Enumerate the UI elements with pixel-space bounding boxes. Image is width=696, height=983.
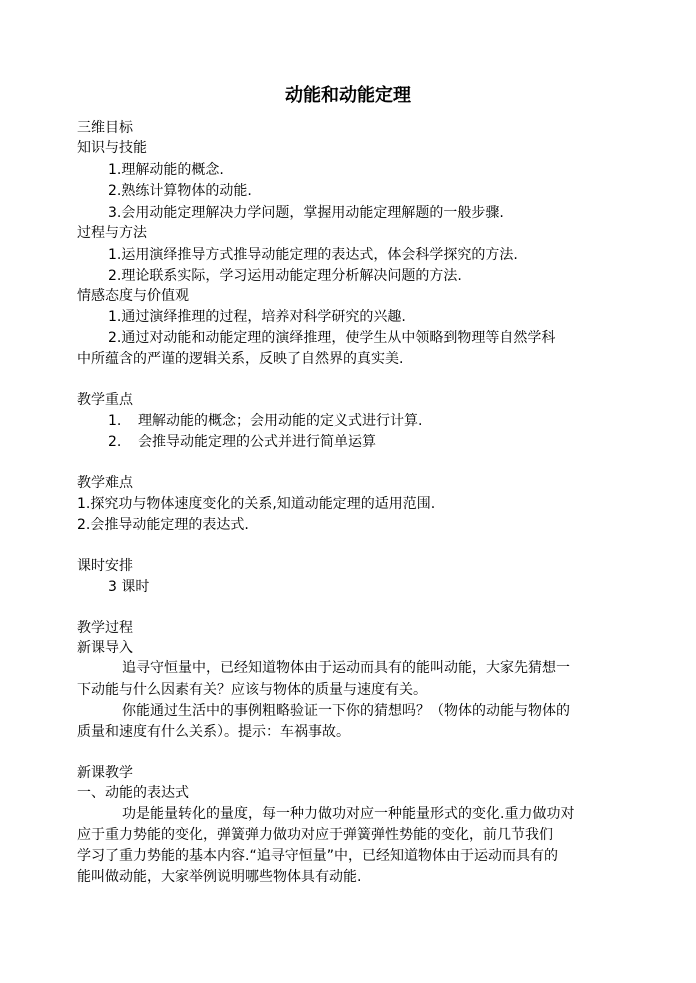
knowledge-item: 1.理解动能的概念. — [108, 162, 224, 178]
key-item-text: 会推导动能定理的公式并进行简单运算 — [138, 434, 376, 450]
knowledge-item: 2.熟练计算物体的动能. — [108, 183, 252, 199]
body-paragraph-line: 学习了重力势能的基本内容.“追寻守恒量”中，已经知道物体由于运动而具有的 — [77, 848, 558, 864]
body-paragraph-line: 功是能量转化的量度，每一种力做功对应一种能量形式的变化.重力做功对 — [122, 806, 575, 822]
attitude-item: 1.通过演绎推理的过程，培养对科学研究的兴趣. — [108, 309, 406, 325]
process-heading: 过程与方法 — [77, 225, 147, 241]
intro-paragraph-line: 下动能与什么因素有关？应该与物体的质量与速度有关。 — [77, 682, 427, 698]
process-item: 1.运用演绎推导方式推导动能定理的表达式，体会科学探究的方法. — [108, 247, 518, 263]
schedule-value: 3 课时 — [108, 579, 150, 595]
document-title: 动能和动能定理 — [285, 85, 411, 106]
difficulty-item: 1.探究功与物体速度变化的关系,知道动能定理的适用范围. — [77, 496, 436, 512]
attitude-item: 2.通过对动能和动能定理的演绎推理，使学生从中领略到物理等自然学科 — [108, 330, 556, 346]
key-heading: 教学重点 — [77, 392, 133, 408]
attitude-heading: 情感态度与价值观 — [77, 288, 189, 304]
new-lesson-heading: 新课教学 — [77, 765, 133, 781]
key-item-text: 理解动能的概念；会用动能的定义式进行计算. — [138, 413, 423, 429]
process-item: 2.理论联系实际，学习运用动能定理分析解决问题的方法. — [108, 268, 462, 284]
body-paragraph-line: 应于重力势能的变化，弹簧弹力做功对应于弹簧弹性势能的变化，前几节我们 — [77, 827, 553, 843]
difficulty-item: 2.会推导动能定理的表达式. — [77, 517, 249, 533]
teaching-process-heading: 教学过程 — [77, 620, 133, 636]
body-paragraph-line: 能叫做动能，大家举例说明哪些物体具有动能. — [77, 869, 362, 885]
intro-paragraph-line: 质量和速度有什么关系）。提示：车祸事故。 — [77, 724, 350, 740]
key-item — [108, 431, 376, 453]
knowledge-item: 3.会用动能定理解决力学问题，掌握用动能定理解题的一般步骤. — [108, 205, 504, 221]
key-item-number: 2. — [108, 434, 122, 450]
intro-heading: 新课导入 — [77, 640, 133, 656]
schedule-heading: 课时安排 — [77, 558, 133, 574]
knowledge-heading: 知识与技能 — [77, 140, 147, 156]
subsection-heading: 一、动能的表达式 — [77, 785, 189, 801]
key-item — [108, 410, 422, 432]
intro-paragraph-line: 你能通过生活中的事例粗略验证一下你的猜想吗？（物体的动能与物体的 — [122, 703, 570, 719]
difficulty-heading: 教学难点 — [77, 475, 133, 491]
key-item-number: 1. — [108, 413, 122, 429]
attitude-item-continuation: 中所蕴含的严谨的逻辑关系，反映了自然界的真实美. — [77, 351, 404, 367]
intro-paragraph-line: 追寻守恒量中，已经知道物体由于运动而具有的能叫动能，大家先猜想一 — [122, 660, 570, 676]
goals-heading: 三维目标 — [77, 120, 133, 136]
